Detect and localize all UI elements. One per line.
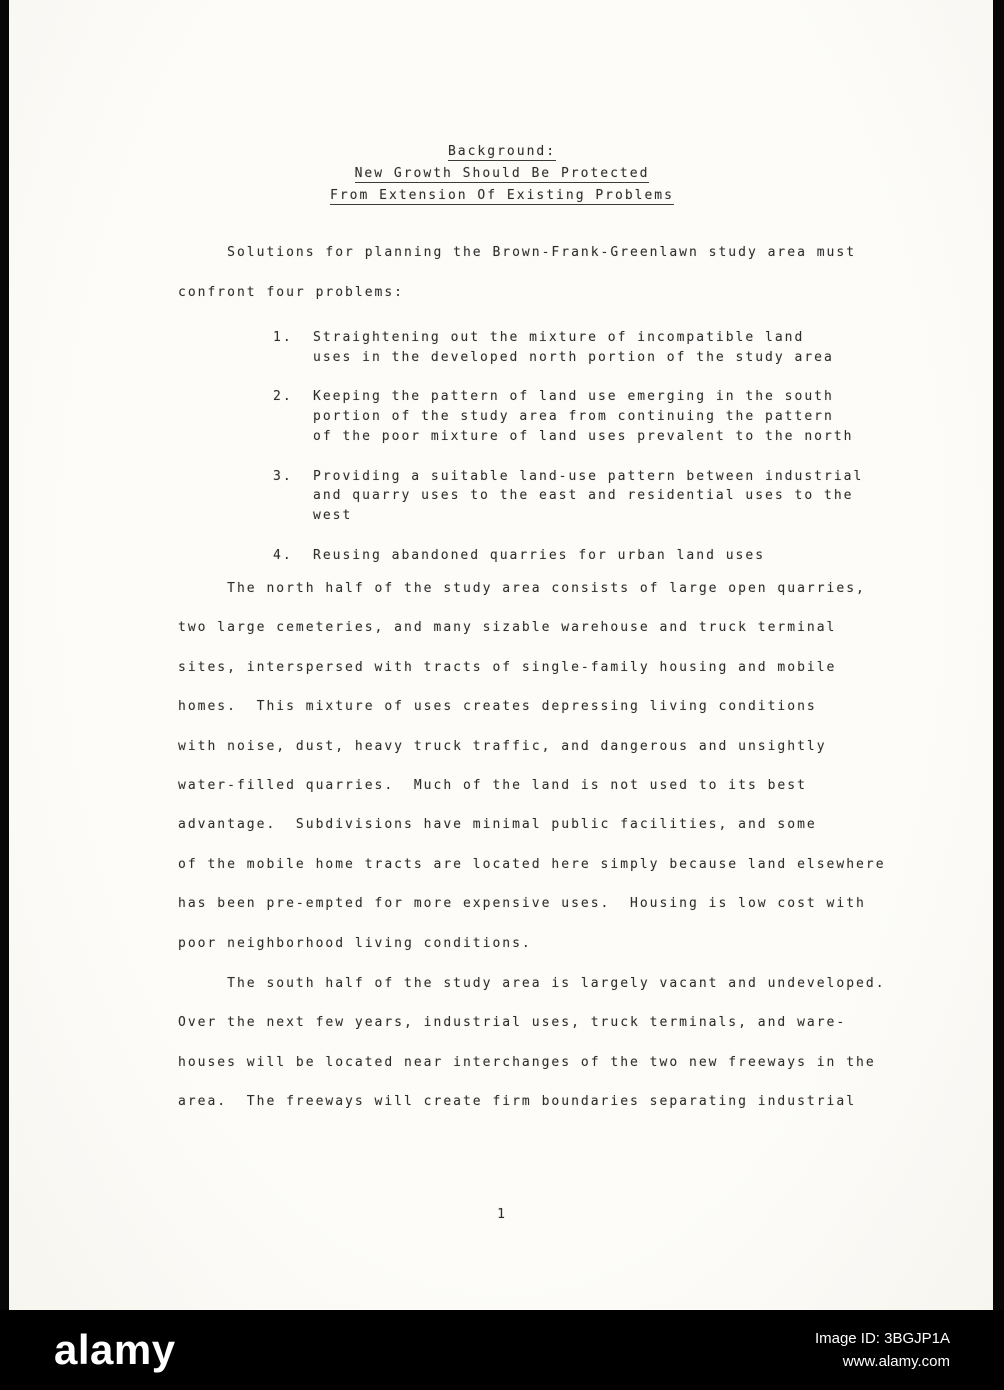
paragraph-line: two large cemeteries, and many sizable warehouse and truck terminal — [178, 620, 837, 636]
title-line-3 — [0, 185, 1004, 207]
paragraph-line: water-filled quarries. Much of the land is not used to its best — [178, 778, 807, 794]
paragraph-line: houses will be located near interchanges of the two new freeways in the — [178, 1054, 876, 1070]
title-line-1-text: Background: — [447, 144, 557, 159]
watermark-bar — [0, 1310, 1004, 1390]
paragraph-line: advantage. Subdivisions have minimal public facilities, and some — [178, 817, 817, 833]
website-text: www.alamy.com — [842, 1353, 950, 1370]
paragraph-south-half — [178, 964, 886, 1122]
paragraph-line: The south half of the study area is largely vacant and undeveloped. — [178, 976, 886, 991]
paragraph-line: has been pre-empted for more expensive uses. Housing is low cost with — [178, 896, 866, 912]
alamy-logo: alamy — [54, 1326, 176, 1373]
document-title — [0, 141, 1004, 207]
intro-paragraph — [178, 233, 856, 312]
paragraph-line: Over the next few years, industrial uses, truck terminals, and ware- — [178, 1015, 847, 1031]
image-id-text: Image ID: 3BGJP1A — [814, 1330, 950, 1347]
list-item-number: 1. — [273, 330, 293, 345]
paragraph-line: with noise, dust, heavy truck traffic, and dangerous and unsightly — [178, 738, 827, 754]
list-item — [273, 467, 863, 526]
paragraph-line: Solutions for planning the Brown-Frank-Greenlawn study area must — [178, 245, 857, 260]
list-item-text — [313, 546, 765, 566]
list-item-number: 3. — [273, 468, 293, 484]
page-number: 1 — [497, 1207, 507, 1222]
title-line-1 — [0, 141, 1004, 163]
list-item-line: and quarry uses to the east and residential uses to the — [313, 488, 854, 504]
problem-list — [273, 328, 863, 585]
list-item-line: Providing a suitable land-use pattern between industrial — [313, 468, 864, 484]
paragraph-line: homes. This mixture of uses creates depressing living conditions — [178, 699, 817, 715]
list-item-line: uses in the developed north portion of the study area — [313, 349, 834, 365]
paragraph-line: area. The freeways will create firm boundaries separating industrial — [178, 1094, 857, 1110]
title-line-2-text: New Growth Should Be Protected — [354, 166, 650, 181]
title-line-2 — [0, 163, 1004, 185]
title-line-3-text: From Extension Of Existing Problems — [330, 188, 674, 203]
list-item-number: 4. — [273, 547, 293, 563]
list-item-text — [313, 467, 863, 526]
paragraph-line: confront four problems: — [178, 284, 405, 300]
list-item — [273, 328, 863, 368]
list-item-line: Straightening out the mixture of incompatible land — [313, 330, 805, 345]
paragraph-line: poor neighborhood living conditions. — [178, 935, 532, 951]
list-item — [273, 546, 863, 566]
list-item-text — [313, 387, 853, 446]
list-item-number: 2. — [273, 389, 293, 405]
scan-left-edge — [0, 0, 9, 1390]
scan-right-edge — [993, 0, 1004, 1390]
list-item-line: portion of the study area from continuing the pattern — [313, 409, 834, 425]
list-item-text — [313, 328, 834, 368]
list-item-line: west — [313, 508, 353, 524]
list-item-line: Keeping the pattern of land use emerging in the south — [313, 389, 834, 405]
paragraph-north-half — [178, 569, 886, 963]
watermark-info — [815, 1327, 950, 1373]
list-item-line: Reusing abandoned quarries for urban land uses — [313, 547, 766, 563]
list-item — [273, 387, 863, 446]
paragraph-line: The north half of the study area consists of large open quarries, — [178, 581, 866, 596]
list-item-line: of the poor mixture of land uses prevalent to the north — [313, 428, 854, 444]
paragraph-line: of the mobile home tracts are located here simply because land elsewhere — [178, 856, 886, 872]
paragraph-line: sites, interspersed with tracts of single-family housing and mobile — [178, 659, 837, 675]
